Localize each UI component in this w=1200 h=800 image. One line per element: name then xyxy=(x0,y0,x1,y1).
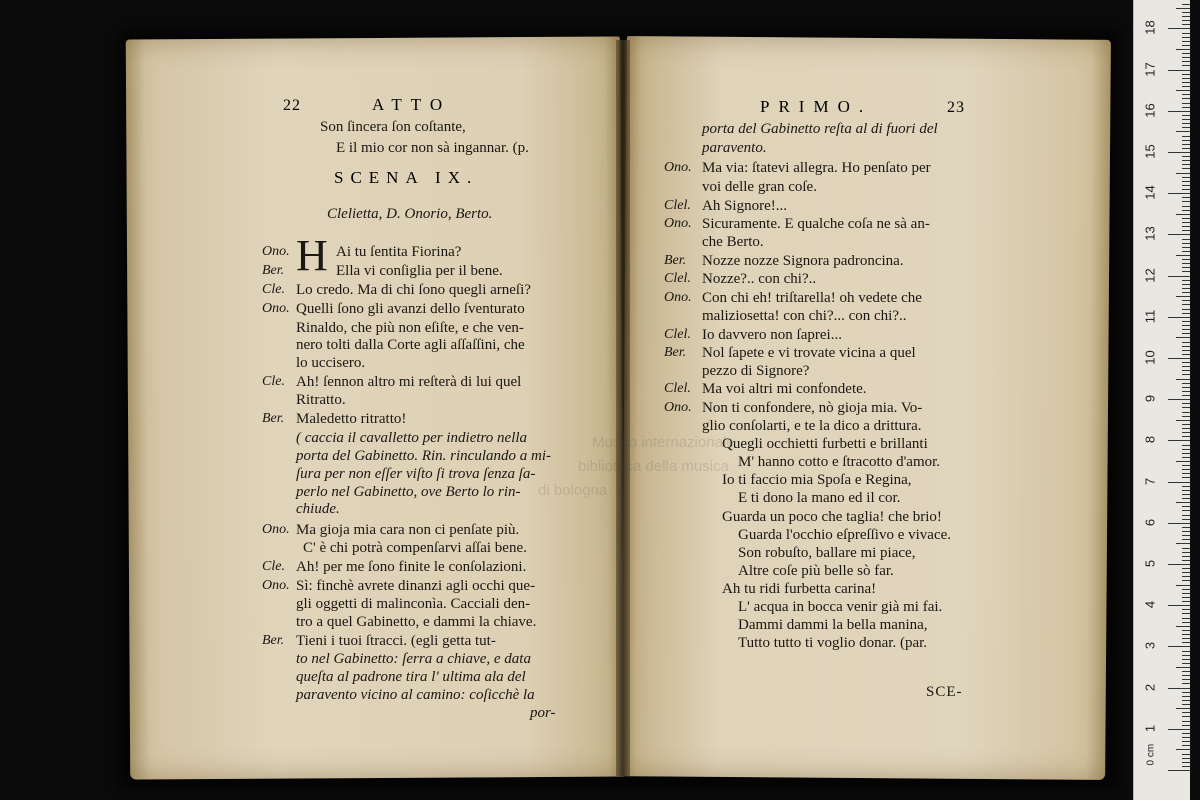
ruler-tick xyxy=(1168,276,1190,277)
speaker-label: Ono. xyxy=(262,301,290,316)
ruler-tick xyxy=(1182,168,1190,169)
text-line: Son robuſto, ballare mi piace, xyxy=(738,545,916,561)
ruler-tick xyxy=(1182,465,1190,466)
ruler-tick xyxy=(1182,692,1190,693)
text-line: ( caccia il cavalletto per indietro nella xyxy=(296,430,528,446)
text-line: gli oggetti di malinconìa. Cacciali den- xyxy=(296,596,531,612)
text-line: Tutto tutto ti voglio donar. (par. xyxy=(738,635,928,651)
ruler-tick xyxy=(1168,688,1190,689)
ruler-tick xyxy=(1182,510,1190,511)
speaker-label: Ber. xyxy=(664,253,687,268)
ruler-tick xyxy=(1182,539,1190,540)
ruler-tick xyxy=(1182,576,1190,577)
ruler-tick xyxy=(1182,613,1190,614)
ruler-tick xyxy=(1176,667,1190,668)
ruler-tick xyxy=(1182,94,1190,95)
text-line: Guarda l'occhio eſpreſſivo e vivace. xyxy=(738,527,952,543)
ruler-number: 14 xyxy=(1142,185,1158,200)
ruler-tick xyxy=(1182,609,1190,610)
ruler-tick xyxy=(1182,741,1190,742)
ruler-tick xyxy=(1182,506,1190,507)
text-line: Tieni i tuoi ſtracci. (egli getta tut- xyxy=(296,633,496,649)
ruler-tick xyxy=(1182,119,1190,120)
ruler-tick xyxy=(1168,358,1190,359)
ruler-tick xyxy=(1182,185,1190,186)
text-line: Quegli occhietti furbetti e brillanti xyxy=(722,436,928,452)
ruler-tick xyxy=(1182,12,1190,13)
ruler-tick xyxy=(1176,626,1190,627)
text-line: Ritratto. xyxy=(296,392,346,408)
ruler-tick xyxy=(1182,45,1190,46)
ruler-tick xyxy=(1182,416,1190,417)
text-line: tro a quel Gabinetto, e dammi la chiave. xyxy=(296,614,537,630)
ruler-tick xyxy=(1168,440,1190,441)
scena-heading: SCENA IX. xyxy=(334,168,479,187)
text-line: E il mio cor non sà ingannar. (p. xyxy=(336,140,529,156)
ruler-tick xyxy=(1182,671,1190,672)
ruler-tick xyxy=(1182,469,1190,470)
ruler-tick xyxy=(1182,634,1190,635)
ruler-tick xyxy=(1182,263,1190,264)
ruler-tick xyxy=(1182,453,1190,454)
ruler-tick xyxy=(1176,461,1190,462)
ruler-tick xyxy=(1182,548,1190,549)
ruler-tick xyxy=(1182,659,1190,660)
ruler-number: 5 xyxy=(1142,559,1158,568)
ruler-tick xyxy=(1182,313,1190,314)
book-gutter xyxy=(616,40,630,776)
ruler-tick xyxy=(1176,749,1190,750)
speaker-label: Ono. xyxy=(262,244,290,259)
ruler-tick xyxy=(1182,342,1190,343)
ruler-tick xyxy=(1168,234,1190,235)
ruler-tick xyxy=(1182,494,1190,495)
ruler-tick xyxy=(1182,20,1190,21)
ruler-tick xyxy=(1182,329,1190,330)
ruler-tick xyxy=(1182,57,1190,58)
text-line: paravento. xyxy=(702,140,767,156)
ruler-tick xyxy=(1182,164,1190,165)
ruler-tick xyxy=(1182,515,1190,516)
text-line: maliziosetta! con chi?... con chi?.. xyxy=(702,308,907,324)
text-line: Clelietta, D. Onorio, Berto. xyxy=(327,206,493,222)
speaker-label: Ber. xyxy=(262,633,285,648)
ruler-tick xyxy=(1182,189,1190,190)
speaker-label: Cle. xyxy=(262,374,285,389)
right-page-number: 23 xyxy=(947,99,965,116)
speaker-label: Clel. xyxy=(664,198,691,213)
speaker-label: Clel. xyxy=(664,271,691,286)
ruler-tick xyxy=(1182,86,1190,87)
ruler-tick xyxy=(1176,131,1190,132)
left-running-head: ATTO xyxy=(372,95,452,114)
ruler-tick xyxy=(1182,733,1190,734)
speaker-label: Clel. xyxy=(664,327,691,342)
ruler-tick xyxy=(1176,585,1190,586)
ruler-tick xyxy=(1176,337,1190,338)
ruler-number: 2 xyxy=(1142,683,1158,691)
ruler-tick xyxy=(1182,140,1190,141)
ruler-tick xyxy=(1168,564,1190,565)
speaker-label: Ono. xyxy=(664,216,692,231)
ruler-tick xyxy=(1182,572,1190,573)
ruler-tick xyxy=(1182,712,1190,713)
ruler-tick xyxy=(1182,642,1190,643)
ruler-tick xyxy=(1182,412,1190,413)
ruler-tick xyxy=(1182,107,1190,108)
ruler-tick xyxy=(1182,679,1190,680)
ruler-tick xyxy=(1168,317,1190,318)
ruler-tick xyxy=(1168,523,1190,524)
text-line: L' acqua in bocca venir già mi fai. xyxy=(738,599,943,615)
ruler-tick xyxy=(1176,379,1190,380)
ruler-tick xyxy=(1182,230,1190,231)
ruler-tick xyxy=(1176,8,1190,9)
ruler-tick xyxy=(1182,53,1190,54)
ruler-tick xyxy=(1182,370,1190,371)
text-line: E ti dono la mano ed il cor. xyxy=(738,490,901,506)
ruler-tick xyxy=(1168,646,1190,647)
ruler-number: 6 xyxy=(1142,518,1158,526)
ruler-tick xyxy=(1182,181,1190,182)
ruler-tick xyxy=(1182,391,1190,392)
text-line: ſura per non eſſer viſto ſi trova ſenza ſa- xyxy=(296,466,536,482)
speaker-label: Ono. xyxy=(664,400,692,415)
ruler-tick xyxy=(1182,284,1190,285)
text-line: porta del Gabinetto reſta al di fuori del xyxy=(702,121,938,137)
text-line: Son ſincera ſon coſtante, xyxy=(320,119,466,135)
ruler-tick xyxy=(1182,16,1190,17)
ruler-tick xyxy=(1182,33,1190,34)
ruler-tick xyxy=(1168,399,1190,400)
ruler-tick xyxy=(1182,519,1190,520)
ruler-tick xyxy=(1182,156,1190,157)
text-line: Maledetto ritratto! xyxy=(296,411,407,427)
text-line: chiude. xyxy=(296,501,340,517)
ruler-tick xyxy=(1168,70,1190,71)
ruler-tick xyxy=(1182,288,1190,289)
ruler-tick xyxy=(1182,144,1190,145)
ruler-tick xyxy=(1176,420,1190,421)
ruler-tick xyxy=(1182,593,1190,594)
text-line: Altre coſe più belle sò far. xyxy=(738,563,894,579)
ruler-tick xyxy=(1182,477,1190,478)
ruler-tick xyxy=(1182,259,1190,260)
ruler-tick xyxy=(1182,552,1190,553)
ruler-tick xyxy=(1176,502,1190,503)
text-line: C' è chi potrà compenſarvi aſſai bene. xyxy=(303,540,527,556)
ruler-tick xyxy=(1182,309,1190,310)
ruler-tick xyxy=(1182,700,1190,701)
ruler-tick xyxy=(1182,206,1190,207)
ruler-tick xyxy=(1182,721,1190,722)
ruler-tick xyxy=(1182,432,1190,433)
ruler-tick xyxy=(1168,729,1190,730)
speaker-label: Ber. xyxy=(664,345,687,360)
ruler-tick xyxy=(1182,98,1190,99)
ruler-number: 7 xyxy=(1142,477,1158,485)
text-line: Ah Signore!... xyxy=(702,198,787,214)
ruler-tick xyxy=(1182,218,1190,219)
ruler-number: 16 xyxy=(1142,103,1158,118)
ruler-number: 1 xyxy=(1142,724,1158,732)
ruler-tick xyxy=(1182,428,1190,429)
ruler-tick xyxy=(1182,651,1190,652)
ruler-tick xyxy=(1182,123,1190,124)
text-line: Nozze nozze Signora padroncina. xyxy=(702,253,904,269)
ruler-tick xyxy=(1182,683,1190,684)
ruler-tick xyxy=(1182,210,1190,211)
speaker-label: Ono. xyxy=(664,160,692,175)
ruler-tick xyxy=(1182,247,1190,248)
ruler-tick xyxy=(1182,597,1190,598)
speaker-label: Ber. xyxy=(262,411,285,426)
watermark-line-2: biblioteca della musica xyxy=(578,458,729,475)
ruler-tick xyxy=(1168,193,1190,194)
ruler-tick xyxy=(1182,197,1190,198)
ruler-tick xyxy=(1182,362,1190,363)
ruler-tick xyxy=(1168,770,1190,771)
ruler-tick xyxy=(1182,115,1190,116)
ruler-tick xyxy=(1182,37,1190,38)
ruler-tick xyxy=(1182,201,1190,202)
text-line: Sicuramente. E qualche coſa ne sà an- xyxy=(702,216,930,232)
ruler-tick xyxy=(1182,758,1190,759)
ruler-tick xyxy=(1182,716,1190,717)
ruler-number: 12 xyxy=(1142,267,1158,283)
speaker-label: Cle. xyxy=(262,559,285,574)
ruler-tick xyxy=(1182,486,1190,487)
ruler-tick xyxy=(1182,333,1190,334)
text-line: Rinaldo, che più non eſiſte, e che ven- xyxy=(296,320,524,336)
left-page-number: 22 xyxy=(283,97,301,114)
ruler-tick xyxy=(1182,445,1190,446)
speaker-label: Clel. xyxy=(664,381,691,396)
text-line: paravento vicino al camino: coſicchè la xyxy=(296,687,535,703)
measurement-ruler xyxy=(1133,0,1190,800)
ruler-number: 4 xyxy=(1142,601,1158,609)
ruler-tick xyxy=(1182,271,1190,272)
ruler-tick xyxy=(1182,395,1190,396)
text-line: Ma gioja mia cara non ci penſate più. xyxy=(296,522,520,538)
ruler-tick xyxy=(1182,78,1190,79)
text-line: Ah tu ridi furbetta carina! xyxy=(722,581,877,597)
ruler-tick xyxy=(1182,490,1190,491)
ruler-tick xyxy=(1182,82,1190,83)
ruler-tick xyxy=(1182,655,1190,656)
text-line: queſta al padrone tira l' ultima ala del xyxy=(296,669,526,685)
ruler-number: 8 xyxy=(1142,436,1158,444)
text-line: Quelli ſono gli avanzi dello ſventurato xyxy=(296,301,525,317)
ruler-tick xyxy=(1182,243,1190,244)
ruler-tick xyxy=(1176,543,1190,544)
text-line: Io davvero non ſaprei... xyxy=(702,327,842,343)
speaker-label: Ber. xyxy=(262,263,285,278)
ruler-tick xyxy=(1168,605,1190,606)
ruler-tick xyxy=(1182,638,1190,639)
ruler-tick xyxy=(1182,473,1190,474)
ruler-tick xyxy=(1182,280,1190,281)
ruler-tick xyxy=(1182,568,1190,569)
ruler-tick xyxy=(1182,766,1190,767)
ruler-tick xyxy=(1182,498,1190,499)
ruler-number: 10 xyxy=(1142,350,1158,365)
ruler-tick xyxy=(1176,255,1190,256)
ruler-tick xyxy=(1182,222,1190,223)
ruler-tick xyxy=(1182,704,1190,705)
text-line: por- xyxy=(530,705,556,721)
catchword: SCE- xyxy=(926,684,963,700)
text-line: perlo nel Gabinetto, ove Berto lo rin- xyxy=(296,484,521,500)
ruler-tick xyxy=(1176,296,1190,297)
ruler-tick xyxy=(1182,449,1190,450)
text-line: Nozze?.. con chi?.. xyxy=(702,271,817,287)
ruler-number: 9 xyxy=(1142,395,1158,403)
ruler-tick xyxy=(1182,300,1190,301)
ruler-tick xyxy=(1182,177,1190,178)
text-line: porta del Gabinetto. Rin. rinculando a mi- xyxy=(296,448,551,464)
ruler-tick xyxy=(1182,325,1190,326)
ruler-tick xyxy=(1182,160,1190,161)
ruler-tick xyxy=(1182,304,1190,305)
ruler-tick xyxy=(1182,403,1190,404)
ruler-tick xyxy=(1182,535,1190,536)
ruler-tick xyxy=(1168,28,1190,29)
text-line: Ai tu ſentita Fiorina? xyxy=(336,244,462,260)
text-line: voi delle gran coſe. xyxy=(702,179,817,195)
ruler-tick xyxy=(1182,292,1190,293)
text-line: Ah! ſennon altro mi reſterà di lui quel xyxy=(296,374,522,390)
speaker-label: Ono. xyxy=(262,578,290,593)
ruler-tick xyxy=(1168,152,1190,153)
text-line: to nel Gabinetto: ſerra a chiave, e data xyxy=(296,651,531,667)
ruler-tick xyxy=(1182,127,1190,128)
watermark-line-3: di bologna xyxy=(538,482,608,499)
ruler-tick xyxy=(1182,354,1190,355)
ruler-unit-label: 0 cm xyxy=(1145,743,1157,766)
ruler-tick xyxy=(1182,745,1190,746)
ruler-tick xyxy=(1182,267,1190,268)
ruler-tick xyxy=(1182,61,1190,62)
ruler-tick xyxy=(1176,214,1190,215)
ruler-number: 3 xyxy=(1142,642,1158,650)
ruler-tick xyxy=(1182,762,1190,763)
speaker-label: Cle. xyxy=(262,282,285,297)
text-line: M' hanno cotto e ſtracotto d'amor. xyxy=(738,454,941,470)
ruler-tick xyxy=(1182,74,1190,75)
ruler-tick xyxy=(1182,675,1190,676)
ruler-tick xyxy=(1176,90,1190,91)
ruler-tick xyxy=(1182,601,1190,602)
ruler-number: 17 xyxy=(1142,61,1158,77)
text-line: Non ti confondere, nò gioja mia. Vo- xyxy=(702,400,923,416)
ruler-tick xyxy=(1182,103,1190,104)
text-line: Io ti faccio mia Spoſa e Regina, xyxy=(722,472,912,488)
ruler-tick xyxy=(1182,556,1190,557)
ruler-number: 18 xyxy=(1142,20,1158,36)
ruler-tick xyxy=(1182,4,1190,5)
ruler-tick xyxy=(1182,630,1190,631)
text-line: glio conſolarti, e te la dico a drittura. xyxy=(702,418,922,434)
ruler-tick xyxy=(1182,531,1190,532)
ruler-tick xyxy=(1182,754,1190,755)
ruler-tick xyxy=(1182,65,1190,66)
text-line: Ma via: ſtatevi allegra. Ho penſato per xyxy=(702,160,931,176)
text-line: che Berto. xyxy=(702,234,764,250)
watermark-line-1: Museo internazionale xyxy=(592,434,735,451)
ruler-tick xyxy=(1182,725,1190,726)
ruler-tick xyxy=(1182,374,1190,375)
ruler-tick xyxy=(1182,148,1190,149)
ruler-tick xyxy=(1176,49,1190,50)
text-line: Sì: finchè avrete dinanzi agli occhi que- xyxy=(296,578,536,594)
ruler-tick xyxy=(1182,737,1190,738)
ruler-tick xyxy=(1182,457,1190,458)
text-line: lo uccisero. xyxy=(296,355,366,371)
speaker-label: Ono. xyxy=(664,290,692,305)
ruler-tick xyxy=(1182,24,1190,25)
ruler-tick xyxy=(1182,436,1190,437)
text-line: pezzo di Signore? xyxy=(702,363,810,379)
ruler-tick xyxy=(1182,346,1190,347)
ruler-tick xyxy=(1182,618,1190,619)
text-line: nero tolti dalla Corte agli aſſaſſini, che xyxy=(296,337,525,353)
ruler-tick xyxy=(1182,424,1190,425)
ruler-tick xyxy=(1182,226,1190,227)
ruler-number: 11 xyxy=(1142,309,1158,324)
text-line: Nol ſapete e vi trovate vicina a quel xyxy=(702,345,916,361)
ruler-tick xyxy=(1182,696,1190,697)
ruler-tick xyxy=(1182,387,1190,388)
right-running-head: PRIMO. xyxy=(760,97,873,116)
ruler-tick xyxy=(1182,622,1190,623)
ruler-tick xyxy=(1182,136,1190,137)
text-line: Dammi dammi la bella manina, xyxy=(738,617,928,633)
ruler-tick xyxy=(1182,366,1190,367)
ruler-tick xyxy=(1176,173,1190,174)
ruler-tick xyxy=(1182,41,1190,42)
ruler-tick xyxy=(1182,560,1190,561)
ruler-tick xyxy=(1182,407,1190,408)
ruler-tick xyxy=(1182,589,1190,590)
text-line: Ma voi altri mi confondete. xyxy=(702,381,867,397)
speaker-label: Ono. xyxy=(262,522,290,537)
ruler-tick xyxy=(1182,239,1190,240)
ruler-tick xyxy=(1182,251,1190,252)
ruler-tick xyxy=(1168,482,1190,483)
ruler-number: 13 xyxy=(1142,226,1158,242)
ruler-tick xyxy=(1182,383,1190,384)
ruler-tick xyxy=(1176,708,1190,709)
ruler-tick xyxy=(1182,663,1190,664)
text-line: Con chi eh! triſtarella! oh vedete che xyxy=(702,290,922,306)
drop-cap: H xyxy=(296,231,328,280)
ruler-tick xyxy=(1182,350,1190,351)
text-line: Lo credo. Ma di chi ſono quegli arneſi? xyxy=(296,282,531,298)
ruler-tick xyxy=(1168,111,1190,112)
text-line: Guarda un poco che taglia! che brio! xyxy=(722,509,942,525)
text-line: Ella vi conſiglia per il bene. xyxy=(336,263,503,279)
ruler-tick xyxy=(1182,527,1190,528)
ruler-tick xyxy=(1182,321,1190,322)
ruler-number: 15 xyxy=(1142,144,1158,159)
text-line: Ah! per me ſono finite le conſolazioni. xyxy=(296,559,527,575)
ruler-tick xyxy=(1182,580,1190,581)
